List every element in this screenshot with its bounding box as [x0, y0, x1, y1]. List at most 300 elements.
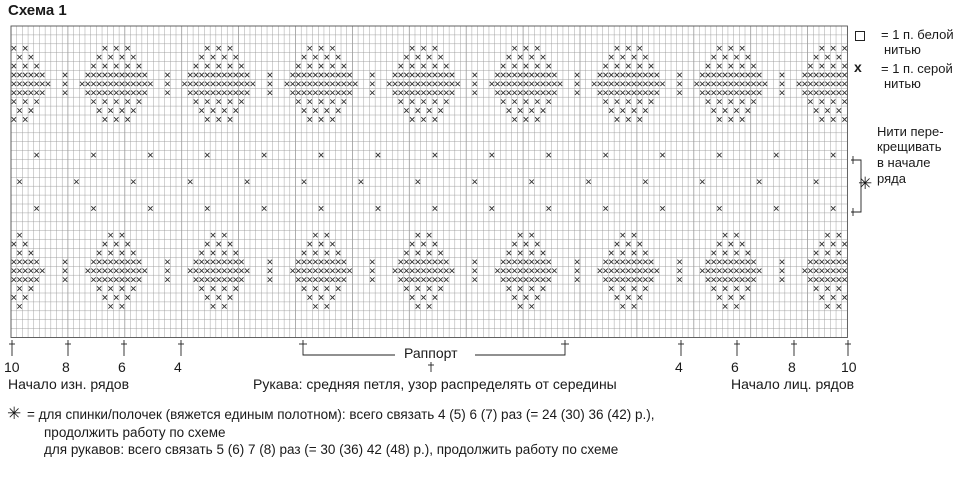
grey-stitch-mark [239, 269, 243, 273]
grey-stitch-mark [228, 91, 232, 95]
grey-stitch-mark [23, 73, 27, 77]
grey-stitch-mark [524, 295, 528, 299]
grey-stitch-mark [495, 73, 499, 77]
grey-stitch-mark [194, 73, 198, 77]
grey-stitch-mark [507, 55, 511, 59]
grey-stitch-mark [814, 269, 818, 273]
grey-stitch-mark [308, 46, 312, 50]
grey-stitch-mark [575, 269, 579, 273]
grey-stitch-mark [450, 82, 454, 86]
grey-stitch-mark [780, 260, 784, 264]
grey-stitch-mark [165, 269, 169, 273]
legend-white [855, 29, 865, 44]
grey-stitch-mark [547, 277, 551, 281]
grey-stitch-mark [125, 46, 129, 50]
grey-stitch-mark [137, 73, 141, 77]
grey-stitch-mark [216, 277, 220, 281]
grey-stitch-mark [700, 73, 704, 77]
grey-stitch-mark [603, 277, 607, 281]
grey-stitch-mark [620, 55, 624, 59]
grey-stitch-mark [535, 64, 539, 68]
grey-stitch-mark [302, 260, 306, 264]
grey-stitch-mark [541, 251, 545, 255]
grey-stitch-mark [194, 277, 198, 281]
grey-stitch-mark [296, 260, 300, 264]
grey-stitch-mark [234, 108, 238, 112]
grey-stitch-mark [706, 260, 710, 264]
grey-stitch-mark [649, 99, 653, 103]
grey-stitch-mark [433, 82, 437, 86]
grey-stitch-mark [575, 73, 579, 77]
grey-stitch-mark [399, 64, 403, 68]
grey-stitch-mark [410, 260, 414, 264]
grey-stitch-mark [194, 260, 198, 264]
grey-stitch-mark [29, 286, 33, 290]
grey-stitch-mark [535, 99, 539, 103]
grey-stitch-mark [609, 277, 613, 281]
grey-stitch-mark [677, 91, 681, 95]
grey-stitch-mark [416, 260, 420, 264]
grey-stitch-mark [108, 233, 112, 237]
grey-stitch-mark [803, 269, 807, 273]
grey-stitch-mark [620, 82, 624, 86]
grey-stitch-mark [103, 277, 107, 281]
grey-stitch-mark [649, 277, 653, 281]
grey-stitch-mark [433, 295, 437, 299]
grey-stitch-mark [746, 277, 750, 281]
grey-stitch-mark [319, 269, 323, 273]
grey-stitch-mark [103, 91, 107, 95]
grey-stitch-mark [638, 99, 642, 103]
grey-stitch-mark [245, 73, 249, 77]
grey-stitch-mark [734, 269, 738, 273]
grey-stitch-mark [234, 251, 238, 255]
grey-stitch-mark [336, 277, 340, 281]
grey-stitch-mark [108, 277, 112, 281]
grey-stitch-mark [97, 277, 101, 281]
grey-stitch-mark [342, 99, 346, 103]
grey-stitch-mark [393, 91, 397, 95]
grey-stitch-mark [410, 64, 414, 68]
grey-stitch-mark [199, 277, 203, 281]
grey-stitch-mark [29, 108, 33, 112]
grey-stitch-mark [433, 260, 437, 264]
grey-stitch-mark [97, 73, 101, 77]
grey-stitch-mark [535, 46, 539, 50]
grey-stitch-mark [643, 73, 647, 77]
grey-stitch-mark [205, 277, 209, 281]
grey-stitch-mark [808, 73, 812, 77]
grey-stitch-mark [751, 269, 755, 273]
grey-stitch-mark [632, 260, 636, 264]
grey-stitch-mark [820, 295, 824, 299]
grey-stitch-mark [319, 46, 323, 50]
grey-stitch-mark [330, 269, 334, 273]
grey-stitch-mark [552, 73, 556, 77]
grey-stitch-mark [120, 251, 124, 255]
grey-stitch-mark [723, 251, 727, 255]
grey-stitch-mark [450, 269, 454, 273]
grey-stitch-mark [575, 277, 579, 281]
grey-stitch-mark [842, 260, 846, 264]
grey-stitch-mark [535, 117, 539, 121]
grey-stitch-mark [740, 260, 744, 264]
grey-stitch-mark [746, 260, 750, 264]
grey-stitch-mark [837, 108, 841, 112]
grey-stitch-mark [410, 73, 414, 77]
repeat-label: Раппорт [400, 345, 462, 361]
grey-stitch-mark [103, 242, 107, 246]
grey-stitch-mark [222, 108, 226, 112]
grey-stitch-mark [808, 64, 812, 68]
grey-stitch-mark [825, 55, 829, 59]
grey-stitch-mark [529, 55, 533, 59]
grey-stitch-mark [199, 260, 203, 264]
grey-stitch-mark [717, 260, 721, 264]
grey-stitch-mark [734, 304, 738, 308]
grey-stitch-mark [643, 180, 647, 184]
grey-stitch-mark [399, 99, 403, 103]
grey-stitch-mark [12, 242, 16, 246]
grey-stitch-mark [308, 99, 312, 103]
grey-stitch-mark [120, 269, 124, 273]
grey-stitch-mark [524, 99, 528, 103]
grey-stitch-mark [421, 91, 425, 95]
grey-stitch-mark [677, 260, 681, 264]
grey-stitch-mark [706, 277, 710, 281]
grey-stitch-mark [820, 117, 824, 121]
grey-stitch-mark [831, 64, 835, 68]
grey-stitch-mark [97, 251, 101, 255]
grey-stitch-mark [211, 55, 215, 59]
grey-stitch-mark [342, 260, 346, 264]
grey-stitch-mark [296, 91, 300, 95]
grey-stitch-mark [63, 269, 67, 273]
grey-stitch-mark [740, 295, 744, 299]
grey-stitch-mark [143, 269, 147, 273]
grey-stitch-mark [216, 260, 220, 264]
grey-stitch-mark [723, 286, 727, 290]
grey-stitch-mark [507, 269, 511, 273]
grey-stitch-mark [541, 108, 545, 112]
grey-stitch-mark [512, 242, 516, 246]
grey-stitch-mark [23, 99, 27, 103]
grey-stitch-mark [603, 99, 607, 103]
legend-cross-line1: Нити пере- [877, 124, 944, 139]
grey-stitch-mark [609, 55, 613, 59]
grey-stitch-mark [518, 286, 522, 290]
grey-stitch-mark [211, 91, 215, 95]
grey-stitch-mark [29, 73, 33, 77]
grey-stitch-mark [592, 82, 596, 86]
grey-stitch-mark [12, 269, 16, 273]
grey-stitch-mark [421, 64, 425, 68]
left-tick-6: 6 [118, 359, 126, 375]
grey-stitch-mark [12, 82, 16, 86]
grey-stitch-mark [23, 242, 27, 246]
grey-stitch-mark [91, 153, 95, 157]
grey-stitch-mark [17, 304, 21, 308]
grey-stitch-mark [336, 251, 340, 255]
grey-stitch-mark [205, 99, 209, 103]
grey-stitch-mark [512, 269, 516, 273]
grey-stitch-mark [740, 277, 744, 281]
grey-stitch-mark [598, 73, 602, 77]
grey-stitch-mark [632, 73, 636, 77]
grey-stitch-mark [199, 55, 203, 59]
grey-stitch-mark [535, 73, 539, 77]
grey-stitch-mark [342, 82, 346, 86]
grey-stitch-mark [131, 277, 135, 281]
grey-stitch-mark [91, 269, 95, 273]
grey-stitch-mark [842, 295, 846, 299]
grey-stitch-mark [541, 55, 545, 59]
grey-stitch-mark [831, 82, 835, 86]
grey-stitch-mark [831, 99, 835, 103]
grey-stitch-mark [643, 269, 647, 273]
grey-stitch-mark [393, 269, 397, 273]
grey-stitch-mark [438, 260, 442, 264]
grey-stitch-mark [114, 117, 118, 121]
grey-stitch-mark [245, 82, 249, 86]
grey-stitch-mark [239, 82, 243, 86]
grey-stitch-mark [29, 277, 33, 281]
grey-stitch-mark [433, 206, 437, 210]
grey-stitch-mark [837, 269, 841, 273]
grey-stitch-mark [302, 82, 306, 86]
grey-stitch-mark [712, 251, 716, 255]
grey-stitch-mark [410, 117, 414, 121]
grey-stitch-mark [490, 206, 494, 210]
grey-stitch-mark [120, 304, 124, 308]
grey-stitch-mark [416, 55, 420, 59]
grey-stitch-mark [831, 242, 835, 246]
grey-stitch-mark [820, 269, 824, 273]
grey-stitch-mark [125, 117, 129, 121]
grey-stitch-mark [757, 91, 761, 95]
grey-stitch-mark [125, 82, 129, 86]
grey-stitch-mark [495, 91, 499, 95]
grey-stitch-mark [222, 251, 226, 255]
grey-stitch-mark [34, 153, 38, 157]
grey-stitch-mark [302, 108, 306, 112]
grey-stitch-mark [427, 269, 431, 273]
grey-stitch-mark [108, 55, 112, 59]
grey-stitch-mark [541, 286, 545, 290]
right-tick-6: 6 [731, 359, 739, 375]
grey-stitch-mark [137, 91, 141, 95]
grey-stitch-mark [814, 82, 818, 86]
grey-stitch-mark [512, 73, 516, 77]
grey-stitch-mark [712, 260, 716, 264]
grey-stitch-mark [837, 286, 841, 290]
grey-stitch-mark [751, 91, 755, 95]
grey-stitch-mark [97, 91, 101, 95]
grey-stitch-mark [97, 260, 101, 264]
grey-stitch-mark [717, 46, 721, 50]
grey-stitch-mark [114, 269, 118, 273]
white-stitch-icon [855, 31, 865, 41]
grey-stitch-mark [820, 242, 824, 246]
grey-stitch-mark [803, 91, 807, 95]
grey-stitch-mark [222, 286, 226, 290]
grey-stitch-mark [552, 91, 556, 95]
grey-stitch-mark [404, 277, 408, 281]
grey-stitch-mark [763, 82, 767, 86]
grey-stitch-mark [103, 269, 107, 273]
grey-stitch-mark [677, 82, 681, 86]
grey-stitch-mark [729, 117, 733, 121]
grey-stitch-mark [700, 269, 704, 273]
grey-stitch-mark [535, 242, 539, 246]
grey-stitch-mark [416, 91, 420, 95]
grey-stitch-mark [842, 46, 846, 50]
grey-stitch-mark [512, 277, 516, 281]
legend-white-line2: нитью [884, 42, 921, 57]
grey-stitch-mark [97, 269, 101, 273]
grey-stitch-mark [12, 99, 16, 103]
grey-stitch-mark [740, 73, 744, 77]
left-tick-4: 4 [174, 359, 182, 375]
grey-stitch-mark [302, 286, 306, 290]
grey-stitch-mark [34, 91, 38, 95]
grey-stitch-mark [313, 286, 317, 290]
grey-stitch-mark [216, 91, 220, 95]
grey-stitch-mark [746, 108, 750, 112]
grey-stitch-mark [751, 64, 755, 68]
grey-stitch-mark [433, 153, 437, 157]
grey-stitch-mark [325, 304, 329, 308]
grey-stitch-mark [797, 82, 801, 86]
grey-stitch-mark [677, 277, 681, 281]
grey-stitch-mark [319, 99, 323, 103]
grey-stitch-mark [17, 180, 21, 184]
grey-stitch-mark [290, 73, 294, 77]
grey-stitch-mark [370, 82, 374, 86]
grey-stitch-mark [296, 99, 300, 103]
grey-stitch-mark [808, 99, 812, 103]
grey-stitch-mark [831, 91, 835, 95]
grey-stitch-mark [814, 251, 818, 255]
grey-stitch-mark [638, 242, 642, 246]
grey-stitch-mark [29, 82, 33, 86]
grey-stitch-mark [222, 233, 226, 237]
grey-stitch-mark [404, 91, 408, 95]
grey-stitch-mark [313, 269, 317, 273]
grey-stitch-mark [780, 269, 784, 273]
grey-stitch-mark [427, 55, 431, 59]
grey-stitch-mark [723, 108, 727, 112]
legend-white-line1: = 1 п. белой [881, 27, 954, 42]
grey-stitch-mark [308, 82, 312, 86]
grey-stitch-mark [268, 91, 272, 95]
grey-stitch-mark [131, 73, 135, 77]
grey-stitch-mark [12, 73, 16, 77]
grey-stitch-mark [421, 117, 425, 121]
grey-stitch-mark [825, 233, 829, 237]
grey-stitch-mark [717, 99, 721, 103]
grey-stitch-mark [450, 91, 454, 95]
grey-stitch-mark [387, 82, 391, 86]
grey-stitch-mark [131, 286, 135, 290]
grey-stitch-mark [330, 64, 334, 68]
grey-stitch-mark [626, 269, 630, 273]
grey-stitch-mark [507, 251, 511, 255]
grey-stitch-mark [820, 91, 824, 95]
left-tick-10: 10 [4, 359, 20, 375]
grey-stitch-mark [643, 108, 647, 112]
grey-stitch-mark [131, 180, 135, 184]
grey-stitch-mark [421, 82, 425, 86]
grey-stitch-mark [729, 46, 733, 50]
grey-stitch-mark [643, 277, 647, 281]
grey-stitch-mark [825, 251, 829, 255]
grey-stitch-mark [473, 180, 477, 184]
grey-stitch-mark [410, 295, 414, 299]
grey-stitch-mark [501, 64, 505, 68]
grey-stitch-mark [12, 91, 16, 95]
grey-stitch-mark [29, 269, 33, 273]
grey-stitch-mark [205, 64, 209, 68]
grey-stitch-mark [609, 73, 613, 77]
grey-stitch-mark [205, 260, 209, 264]
grey-stitch-mark [103, 46, 107, 50]
grey-stitch-mark [216, 295, 220, 299]
grey-stitch-mark [205, 206, 209, 210]
grey-stitch-mark [137, 82, 141, 86]
grey-stitch-mark [473, 91, 477, 95]
grey-stitch-mark [450, 73, 454, 77]
grey-stitch-mark [370, 277, 374, 281]
grey-stitch-mark [336, 286, 340, 290]
grey-stitch-mark [700, 180, 704, 184]
grey-stitch-mark [239, 277, 243, 281]
grey-stitch-mark [393, 82, 397, 86]
grey-stitch-mark [86, 82, 90, 86]
grey-stitch-mark [325, 286, 329, 290]
grey-stitch-mark [712, 73, 716, 77]
grey-stitch-mark [137, 64, 141, 68]
grey-stitch-mark [575, 260, 579, 264]
grey-stitch-mark [199, 286, 203, 290]
grey-stitch-mark [120, 82, 124, 86]
grey-stitch-mark [17, 82, 21, 86]
grey-stitch-mark [234, 82, 238, 86]
grey-stitch-mark [814, 260, 818, 264]
grey-stitch-mark [125, 242, 129, 246]
grey-stitch-mark [837, 73, 841, 77]
grey-stitch-mark [125, 73, 129, 77]
grey-stitch-mark [399, 269, 403, 273]
grey-stitch-mark [427, 251, 431, 255]
grey-stitch-mark [603, 91, 607, 95]
grey-stitch-mark [490, 82, 494, 86]
grey-stitch-mark [529, 91, 533, 95]
grey-stitch-mark [842, 82, 846, 86]
grey-stitch-mark [501, 73, 505, 77]
grey-stitch-mark [347, 73, 351, 77]
grey-stitch-mark [205, 295, 209, 299]
grey-stitch-mark [712, 108, 716, 112]
grey-stitch-mark [103, 260, 107, 264]
grey-stitch-mark [638, 64, 642, 68]
grey-stitch-mark [820, 277, 824, 281]
grey-stitch-mark [342, 277, 346, 281]
grey-stitch-mark [29, 91, 33, 95]
grey-stitch-mark [336, 260, 340, 264]
grey-stitch-mark [529, 286, 533, 290]
grey-stitch-mark [518, 251, 522, 255]
